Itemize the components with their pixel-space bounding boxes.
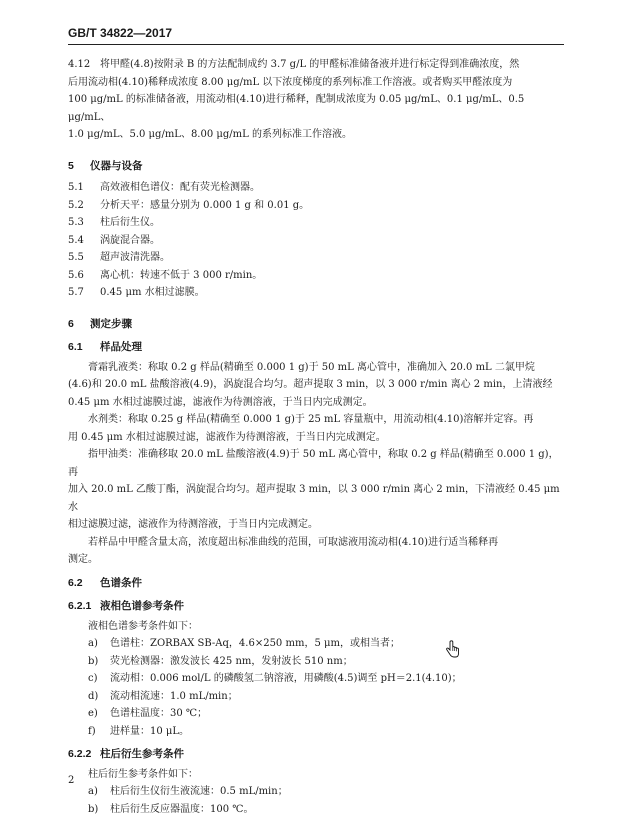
paragraph-line: (4.6)和 20.0 mL 盐酸溶液(4.9)，涡旋混合均匀。超声提取 3 min，以 3 000 r/min 离心 2 min，上清液经 (68, 379, 552, 390)
item-label: e) (88, 705, 110, 723)
item-label: d) (88, 688, 110, 706)
item-text: 超声波清洗器。 (100, 252, 170, 263)
hand-pointer-icon (444, 640, 460, 660)
subsection-6-2-2-heading (68, 746, 564, 764)
paragraph-line: 用 0.45 μm 水相过滤膜过滤，滤液作为待测溶液，于当日内完成测定。 (68, 432, 386, 443)
standard-id: GB/T 34822—2017 (68, 26, 172, 40)
list-item (68, 783, 564, 801)
list-item (68, 267, 564, 285)
subsection-6-2-heading (68, 575, 564, 593)
section-6-heading (68, 316, 564, 334)
list-intro: 液相色谱参考条件如下： (68, 618, 564, 636)
clause-4-12 (68, 56, 564, 144)
paragraph-nail-polish (68, 446, 564, 534)
item-text: 柱后衍生反应器温度：100 ℃。 (110, 804, 253, 815)
list-item (68, 688, 564, 706)
paragraph-line: 若样品中甲醛含量太高，浓度超出标准曲线的范围，可取滤液用流动相(4.10)进行适当稀释再 (88, 537, 498, 548)
list-item (68, 723, 564, 741)
section-title: 仪器与设备 (90, 160, 143, 172)
list-item (68, 232, 564, 250)
subsection-number: 6.2.2 (68, 746, 100, 764)
item-number: 5.3 (68, 214, 100, 232)
item-text: 荧光检测器：激发波长 425 nm，发射波长 510 nm； (110, 656, 353, 667)
item-number: 5.7 (68, 284, 100, 302)
paragraph-line: 指甲油类：准确移取 20.0 mL 盐酸溶液(4.9)于 50 mL 离心管中，称取 0.2 g 样品(精确至 0.000 1 g)，再 (68, 449, 559, 478)
item-text: 色谱柱：ZORBAX SB-Aq，4.6×250 mm，5 μm，或相当者； (110, 638, 400, 649)
item-label: c) (88, 670, 110, 688)
list-item (68, 635, 564, 653)
header-rule (68, 44, 564, 45)
paragraph-line: 膏霜乳液类：称取 0.2 g 样品(精确至 0.000 1 g)于 50 mL 离心管中，准确加入 20.0 mL 二氯甲烷 (88, 362, 535, 373)
list-item (68, 214, 564, 232)
subsection-number: 6.2 (68, 575, 100, 593)
section-number: 6 (68, 316, 90, 334)
list-item (68, 179, 564, 197)
list-item (68, 197, 564, 215)
paragraph-dilution (68, 534, 564, 569)
item-number: 5.6 (68, 267, 100, 285)
subsection-title: 液相色谱参考条件 (100, 600, 184, 612)
list-item (68, 284, 564, 302)
section-title: 测定步骤 (90, 318, 132, 330)
item-number: 5.5 (68, 249, 100, 267)
list-item (68, 249, 564, 267)
item-text: 0.45 μm 水相过滤膜。 (100, 287, 205, 298)
paragraph-line: 加入 20.0 mL 乙酸丁酯，涡旋混合均匀。超声提取 3 min，以 3 000 r/min 离心 2 min，下清液经 0.45 μm 水 (68, 484, 560, 513)
item-text: 柱后衍生仪。 (100, 217, 160, 228)
subsection-number: 6.1 (68, 339, 100, 357)
list-intro: 柱后衍生参考条件如下： (68, 766, 564, 784)
list-item (68, 653, 564, 671)
item-label: f) (88, 723, 110, 741)
clause-line: 将甲醛(4.8)按附录 B 的方法配制成约 3.7 g/L 的甲醛标准储备液并进行标定得到准确浓度，然 (100, 59, 519, 70)
item-text: 流动相：0.006 mol/L 的磷酸氢二钠溶液，用磷酸(4.5)调至 pH＝2.1(4.10)； (110, 673, 462, 684)
paragraph-line: 相过滤膜过滤，滤液作为待测溶液，于当日内完成测定。 (68, 519, 318, 530)
paragraph-line: 水剂类：称取 0.25 g 样品(精确至 0.000 1 g)于 25 mL 容量瓶中，用流动相(4.10)溶解并定容。再 (88, 414, 533, 425)
item-label: b) (88, 801, 110, 818)
paragraph-line: 测定。 (68, 554, 98, 565)
clause-line: 后用流动相(4.10)稀释成浓度 8.00 μg/mL 以下浓度梯度的系列标准工作溶液。或者购买甲醛浓度为 (68, 77, 512, 88)
clause-line: 1.0 μg/mL、5.0 μg/mL、8.00 μg/mL 的系列标准工作溶液。 (68, 129, 352, 140)
item-text: 离心机：转速不低于 3 000 r/min。 (100, 270, 262, 281)
subsection-number: 6.2.1 (68, 598, 100, 616)
item-number: 5.4 (68, 232, 100, 250)
section-number: 5 (68, 158, 90, 176)
paragraph-cream (68, 359, 564, 412)
list-item (68, 705, 564, 723)
subsection-6-1-heading (68, 339, 564, 357)
item-number: 5.2 (68, 197, 100, 215)
item-text: 高效液相色谱仪：配有荧光检测器。 (100, 182, 260, 193)
item-text: 色谱柱温度：30 ℃； (110, 708, 207, 719)
document-body (68, 56, 564, 818)
item-text: 进样量：10 μL。 (110, 726, 189, 737)
paragraph-line: 0.45 μm 水相过滤膜过滤，滤液作为待测溶液，于当日内完成测定。 (68, 397, 373, 408)
item-text: 涡旋混合器。 (100, 235, 160, 246)
subsection-6-2-1-heading (68, 598, 564, 616)
list-item (68, 670, 564, 688)
item-text: 分析天平：感量分别为 0.000 1 g 和 0.01 g。 (100, 200, 309, 211)
item-label: a) (88, 783, 110, 801)
item-text: 柱后衍生仪衍生液流速：0.5 mL/min； (110, 786, 288, 797)
item-number: 5.1 (68, 179, 100, 197)
subsection-title: 色谱条件 (100, 577, 142, 589)
item-text: 流动相流速：1.0 mL/min； (110, 691, 238, 702)
page-number: 2 (68, 775, 74, 786)
clause-number: 4.12 (68, 56, 100, 74)
list-item (68, 801, 564, 818)
paragraph-aqueous (68, 411, 564, 446)
subsection-title: 样品处理 (100, 341, 142, 353)
item-label: b) (88, 653, 110, 671)
subsection-title: 柱后衍生参考条件 (100, 748, 184, 760)
item-label: a) (88, 635, 110, 653)
clause-line: 100 μg/mL 的标准储备液，用流动相(4.10)进行稀释，配制成浓度为 0.05 μg/mL、0.1 μg/mL、0.5 μg/mL、 (68, 94, 524, 123)
section-5-heading (68, 158, 564, 176)
